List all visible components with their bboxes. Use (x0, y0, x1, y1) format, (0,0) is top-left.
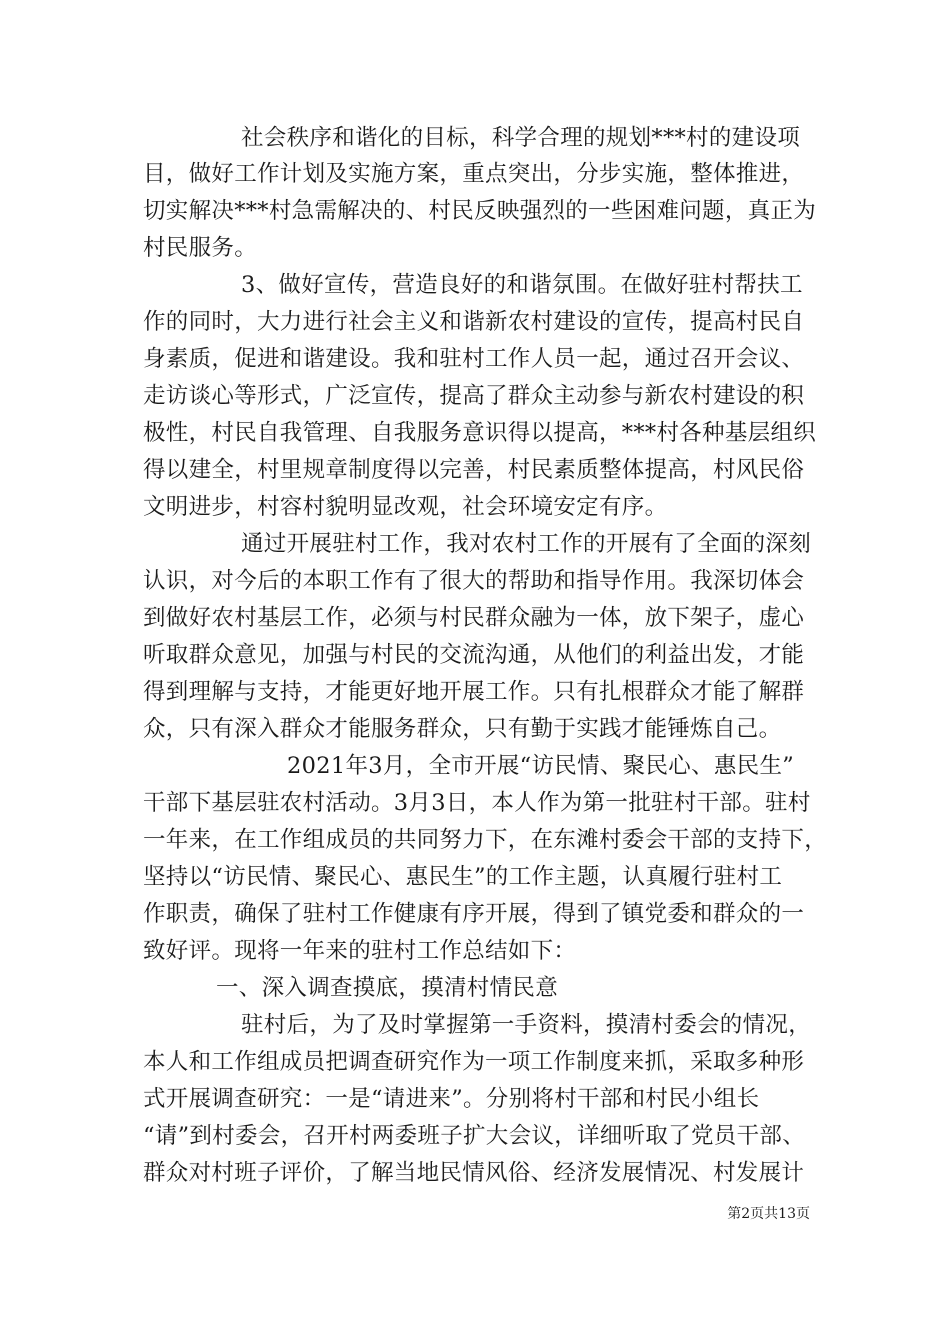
text-line: 极性，村民自我管理、自我服务意识得以提高，***村各种基层组织 (143, 420, 817, 446)
text-line: 目，做好工作计划及实施方案，重点突出，分步实施，整体推进， (143, 161, 805, 187)
text-line: 切实解决***村急需解决的、村民反映强烈的一些困难问题，真正为 (143, 198, 817, 224)
text-line: 驻村后，为了及时掌握第一手资料，摸清村委会的情况， (241, 1012, 812, 1038)
text-line: 得以建全，村里规章制度得以完善，村民素质整体提高，村风民俗 (143, 457, 805, 483)
text-line: 村民服务。 (143, 235, 258, 261)
text-line: 到做好农村基层工作，必须与村民群众融为一体，放下架子，虚心 (143, 605, 805, 631)
text-line: 干部下基层驻农村活动。3月3日，本人作为第一批驻村干部。驻村 (143, 790, 811, 816)
text-line: 得到理解与支持，才能更好地开展工作。只有扎根群众才能了解群 (143, 679, 805, 705)
text-line: 本人和工作组成员把调查研究作为一项工作制度来抓，采取多种形 (143, 1049, 805, 1075)
text-line: 2021年3月，全市开展“访民情、聚民心、惠民生” (287, 753, 795, 779)
text-line: 社会秩序和谐化的目标，科学合理的规划***村的建设项 (241, 125, 801, 151)
text-line: 走访谈心等形式，广泛宣传，提高了群众主动参与新农村建设的积 (143, 383, 805, 409)
text-line: “请”到村委会，召开村两委班子扩大会议，详细听取了党员干部、 (143, 1123, 806, 1149)
text-line: 众，只有深入群众才能服务群众，只有勤于实践才能锤炼自己。 (143, 716, 782, 742)
text-line: 群众对村班子评价，了解当地民情风俗、经济发展情况、村发展计 (143, 1160, 805, 1186)
text-line: 3、做好宣传，营造良好的和谐氛围。在做好驻村帮扶工 (241, 272, 803, 298)
text-line: 致好评。现将一年来的驻村工作总结如下： (143, 938, 577, 964)
text-line: 作职责，确保了驻村工作健康有序开展，得到了镇党委和群众的一 (143, 901, 805, 927)
text-line: 式开展调查研究：一是“请进来”。分别将村干部和村民小组长 (143, 1086, 760, 1112)
text-line: 一年来，在工作组成员的共同努力下，在东滩村委会干部的支持下， (143, 827, 828, 853)
section-heading: 一、深入调查摸底，摸清村情民意 (216, 975, 559, 1001)
page-number: 第2页共13页 (727, 1206, 810, 1222)
text-line: 认识，对今后的本职工作有了很大的帮助和指导作用。我深切体会 (143, 568, 805, 594)
text-line: 作的同时，大力进行社会主义和谐新农村建设的宣传，提高村民自 (143, 309, 805, 335)
text-line: 文明进步，村容村貌明显改观，社会环境安定有序。 (143, 494, 668, 520)
text-line: 坚持以“访民情、聚民心、惠民生”的工作主题，认真履行驻村工 (143, 864, 783, 890)
text-line: 通过开展驻村工作，我对农村工作的开展有了全面的深刻 (241, 531, 812, 557)
text-line: 听取群众意见，加强与村民的交流沟通，从他们的利益出发，才能 (143, 642, 805, 668)
text-line: 身素质，促进和谐建设。我和驻村工作人员一起，通过召开会议、 (143, 346, 805, 372)
